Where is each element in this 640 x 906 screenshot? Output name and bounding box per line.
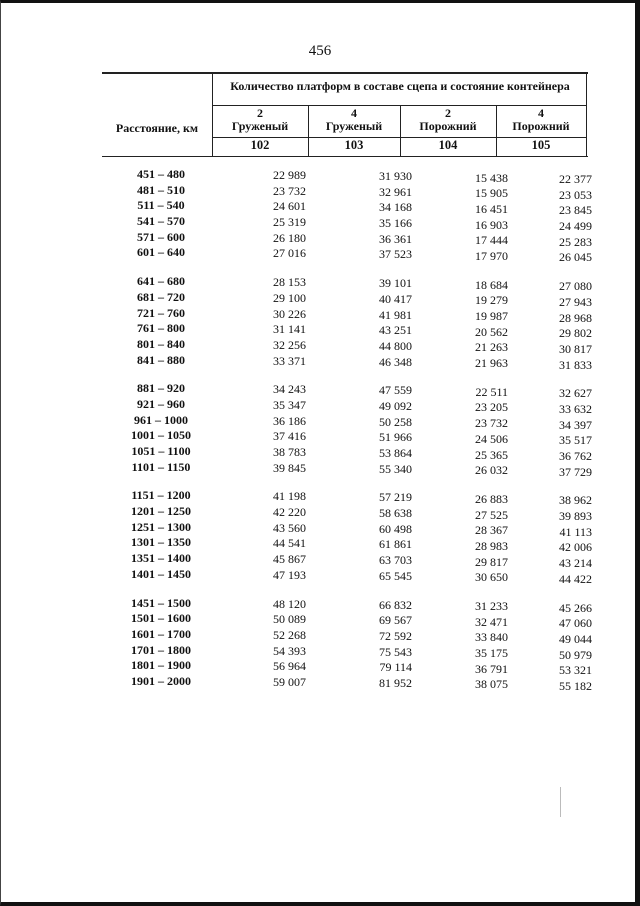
value-cell: 17 970	[475, 248, 508, 263]
value-cell: 25 283	[559, 234, 592, 249]
value-cell: 75 543	[379, 644, 412, 659]
value-cell: 34 243	[273, 382, 306, 397]
table-row	[0, 673, 640, 693]
value-cell: 49 092	[379, 398, 412, 413]
distance-cell: 601 – 640	[137, 245, 185, 260]
container-state: Порожний	[512, 119, 570, 133]
value-cell: 33 371	[273, 353, 306, 368]
distance-column-header: Расстояние, км	[115, 121, 199, 135]
header-divider	[212, 105, 587, 106]
value-cell: 16 451	[475, 201, 508, 216]
distance-cell: 801 – 840	[137, 336, 185, 351]
container-state: Груженый	[231, 119, 289, 133]
table-row	[0, 289, 640, 309]
value-cell: 54 393	[273, 643, 306, 658]
value-cell: 51 966	[379, 430, 412, 445]
distance-cell: 1901 – 2000	[131, 673, 191, 688]
value-cell: 31 141	[273, 322, 306, 337]
row-group	[0, 274, 640, 372]
distance-cell: 1101 – 1150	[131, 459, 191, 474]
value-cell: 50 089	[273, 612, 306, 627]
scan-artifact	[560, 787, 561, 817]
table-row	[0, 381, 640, 401]
value-cell: 53 864	[379, 446, 412, 460]
value-cell: 24 601	[273, 199, 306, 214]
value-cell: 49 044	[559, 631, 592, 646]
column-code: 104	[438, 138, 458, 152]
distance-cell: 961 – 1000	[134, 412, 188, 427]
table-row	[0, 642, 640, 662]
distance-cell: 541 – 570	[137, 214, 185, 229]
value-cell: 24 506	[475, 431, 508, 446]
value-cell: 32 961	[379, 184, 412, 199]
distance-cell: 761 – 800	[137, 321, 185, 336]
value-cell: 79 114	[379, 660, 412, 675]
value-cell: 45 266	[559, 600, 592, 615]
value-cell: 40 417	[379, 291, 412, 306]
table-row	[0, 352, 640, 372]
platform-count: 4	[351, 106, 357, 120]
value-cell: 28 968	[559, 310, 592, 325]
value-cell: 53 321	[559, 663, 592, 678]
value-cell: 47 060	[559, 616, 592, 631]
value-cell: 46 348	[379, 354, 412, 369]
value-cell: 17 444	[475, 233, 508, 248]
value-cell: 29 817	[475, 554, 508, 569]
column-code: 103	[344, 138, 364, 152]
table-row	[0, 611, 640, 631]
value-cell: 19 279	[475, 293, 508, 308]
value-cell: 28 367	[475, 523, 508, 538]
row-group	[0, 595, 640, 693]
value-cell: 66 832	[379, 597, 412, 612]
value-cell: 32 256	[273, 337, 306, 352]
platform-group-header: Количество платформ в составе сцепа и состояние контейнера	[230, 79, 570, 93]
value-cell: 36 762	[559, 449, 592, 463]
value-cell: 44 541	[273, 536, 306, 551]
value-cell: 29 802	[559, 326, 592, 341]
value-cell: 48 120	[273, 596, 306, 611]
value-cell: 45 867	[273, 552, 306, 567]
value-cell: 27 016	[273, 246, 306, 261]
row-group	[0, 167, 640, 265]
row-group	[0, 381, 640, 479]
table-row	[0, 182, 640, 202]
value-cell: 25 365	[475, 447, 508, 462]
distance-cell: 721 – 760	[137, 305, 185, 320]
value-cell: 36 186	[273, 413, 306, 428]
value-cell: 18 684	[475, 277, 508, 292]
value-cell: 81 952	[379, 675, 412, 690]
value-cell: 31 233	[475, 599, 508, 613]
value-cell: 38 075	[475, 677, 508, 692]
value-cell: 43 214	[559, 556, 592, 571]
value-cell: 43 560	[273, 520, 306, 535]
distance-cell: 1001 – 1050	[131, 428, 191, 443]
distance-cell: 1501 – 1600	[131, 611, 191, 626]
value-cell: 55 182	[559, 678, 592, 693]
table-row	[0, 396, 640, 416]
table-row	[0, 336, 640, 356]
value-cell: 26 883	[475, 491, 508, 506]
value-cell: 44 422	[559, 571, 592, 586]
distance-cell: 1151 – 1200	[131, 488, 191, 503]
value-cell: 39 101	[379, 276, 412, 291]
value-cell: 57 219	[379, 490, 412, 505]
distance-cell: 1051 – 1100	[131, 444, 191, 458]
value-cell: 27 080	[559, 279, 592, 294]
distance-cell: 1451 – 1500	[131, 595, 191, 610]
value-cell: 41 113	[559, 524, 592, 539]
table-row	[0, 229, 640, 249]
table-row	[0, 305, 640, 325]
distance-cell: 571 – 600	[137, 229, 185, 244]
value-cell: 34 397	[559, 417, 592, 432]
distance-cell: 881 – 920	[137, 381, 185, 396]
value-cell: 30 650	[475, 570, 508, 585]
value-cell: 60 498	[379, 521, 412, 536]
value-cell: 31 833	[559, 357, 592, 372]
table-row	[0, 274, 640, 294]
value-cell: 47 559	[379, 383, 412, 398]
value-cell: 36 791	[475, 661, 508, 676]
value-cell: 43 251	[379, 323, 412, 338]
table-row	[0, 167, 640, 186]
value-cell: 42 220	[273, 505, 306, 520]
value-cell: 69 567	[379, 613, 412, 628]
value-cell: 25 319	[273, 215, 306, 230]
value-cell: 35 166	[379, 216, 412, 231]
table-row	[0, 444, 640, 463]
value-cell: 23 845	[559, 203, 592, 218]
value-cell: 30 817	[559, 341, 592, 356]
value-cell: 23 205	[475, 400, 508, 415]
value-cell: 38 962	[559, 493, 592, 508]
value-cell: 32 627	[559, 386, 592, 401]
value-cell: 19 987	[475, 309, 508, 323]
column-header-103	[308, 107, 400, 133]
value-cell: 41 198	[273, 489, 306, 504]
value-cell: 32 471	[475, 614, 508, 629]
value-cell: 44 800	[379, 338, 412, 353]
value-cell: 33 632	[559, 401, 592, 416]
value-cell: 22 377	[559, 172, 592, 186]
value-cell: 59 007	[273, 674, 306, 689]
value-cell: 16 903	[475, 217, 508, 232]
value-cell: 15 905	[475, 186, 508, 201]
container-state: Груженый	[325, 119, 383, 133]
value-cell: 47 193	[273, 567, 306, 582]
table-row	[0, 551, 640, 571]
column-header-105	[496, 107, 586, 133]
value-cell: 28 983	[475, 538, 508, 553]
table-row	[0, 245, 640, 265]
table-row	[0, 535, 640, 555]
value-cell: 36 361	[379, 231, 412, 246]
distance-cell: 1801 – 1900	[131, 658, 191, 673]
value-cell: 22 989	[273, 168, 306, 182]
value-cell: 30 226	[273, 306, 306, 321]
value-cell: 35 517	[559, 433, 592, 448]
table-row	[0, 658, 640, 678]
value-cell: 35 175	[475, 646, 508, 661]
page-number: 456	[308, 43, 332, 59]
table-row	[0, 595, 640, 615]
value-cell: 15 438	[475, 170, 508, 185]
value-cell: 26 045	[559, 250, 592, 265]
distance-cell: 641 – 680	[137, 274, 185, 289]
column-code: 105	[531, 138, 551, 152]
value-cell: 50 258	[379, 414, 412, 429]
distance-cell: 451 – 480	[137, 167, 185, 181]
column-header-102	[212, 107, 308, 133]
row-group	[0, 488, 640, 586]
column-code: 102	[250, 138, 270, 152]
table-row	[0, 626, 640, 646]
value-cell: 20 562	[475, 324, 508, 339]
table-row	[0, 428, 640, 448]
value-cell: 28 153	[273, 275, 306, 290]
column-header-104	[400, 107, 496, 133]
distance-cell: 1401 – 1450	[131, 566, 191, 581]
table-row	[0, 488, 640, 508]
value-cell: 55 340	[379, 461, 412, 476]
value-cell: 21 263	[475, 340, 508, 355]
value-cell: 35 347	[273, 397, 306, 412]
value-cell: 22 511	[475, 384, 508, 399]
value-cell: 39 893	[559, 509, 592, 524]
table-row	[0, 504, 640, 524]
value-cell: 31 930	[379, 169, 412, 183]
value-cell: 33 840	[475, 630, 508, 645]
value-cell: 52 268	[273, 627, 306, 642]
value-cell: 37 729	[559, 464, 592, 479]
platform-count: 2	[445, 106, 451, 120]
value-cell: 56 964	[273, 659, 306, 674]
table-row	[0, 566, 640, 586]
value-cell: 34 168	[379, 200, 412, 215]
value-cell: 39 845	[273, 460, 306, 475]
distance-cell: 681 – 720	[137, 289, 185, 304]
value-cell: 65 545	[379, 568, 412, 583]
value-cell: 72 592	[379, 628, 412, 643]
value-cell: 27 525	[475, 507, 508, 522]
table-row	[0, 321, 640, 341]
value-cell: 26 180	[273, 230, 306, 245]
value-cell: 42 006	[559, 540, 592, 555]
platform-count: 2	[257, 106, 263, 120]
distance-cell: 1701 – 1800	[131, 642, 191, 657]
value-cell: 27 943	[559, 294, 592, 309]
value-cell: 41 981	[379, 307, 412, 322]
value-cell: 37 523	[379, 247, 412, 262]
value-cell: 61 861	[379, 537, 412, 552]
value-cell: 37 416	[273, 429, 306, 444]
distance-cell: 1251 – 1300	[131, 519, 191, 534]
value-cell: 24 499	[559, 219, 592, 234]
distance-cell: 481 – 510	[137, 182, 185, 197]
value-cell: 21 963	[475, 356, 508, 371]
value-cell: 50 979	[559, 647, 592, 662]
value-cell: 23 732	[475, 416, 508, 431]
platform-count: 4	[538, 106, 544, 120]
value-cell: 26 032	[475, 463, 508, 478]
table-row	[0, 519, 640, 539]
container-state: Порожний	[419, 119, 477, 133]
distance-cell: 1601 – 1700	[131, 626, 191, 641]
value-cell: 29 100	[273, 290, 306, 305]
table-header	[102, 72, 588, 157]
value-cell: 23 732	[273, 183, 306, 198]
distance-cell: 921 – 960	[137, 396, 185, 411]
table-row	[0, 198, 640, 218]
value-cell: 23 053	[559, 187, 592, 202]
distance-cell: 1351 – 1400	[131, 551, 191, 566]
value-cell: 58 638	[379, 506, 412, 521]
table-row	[0, 459, 640, 479]
distance-cell: 1301 – 1350	[131, 535, 191, 550]
distance-cell: 511 – 540	[137, 198, 185, 213]
table-row	[0, 214, 640, 234]
value-cell: 63 703	[379, 553, 412, 568]
table-row	[0, 412, 640, 432]
distance-cell: 841 – 880	[137, 352, 185, 367]
table-body	[0, 167, 640, 703]
value-cell: 38 783	[273, 445, 306, 459]
distance-cell: 1201 – 1250	[131, 504, 191, 519]
